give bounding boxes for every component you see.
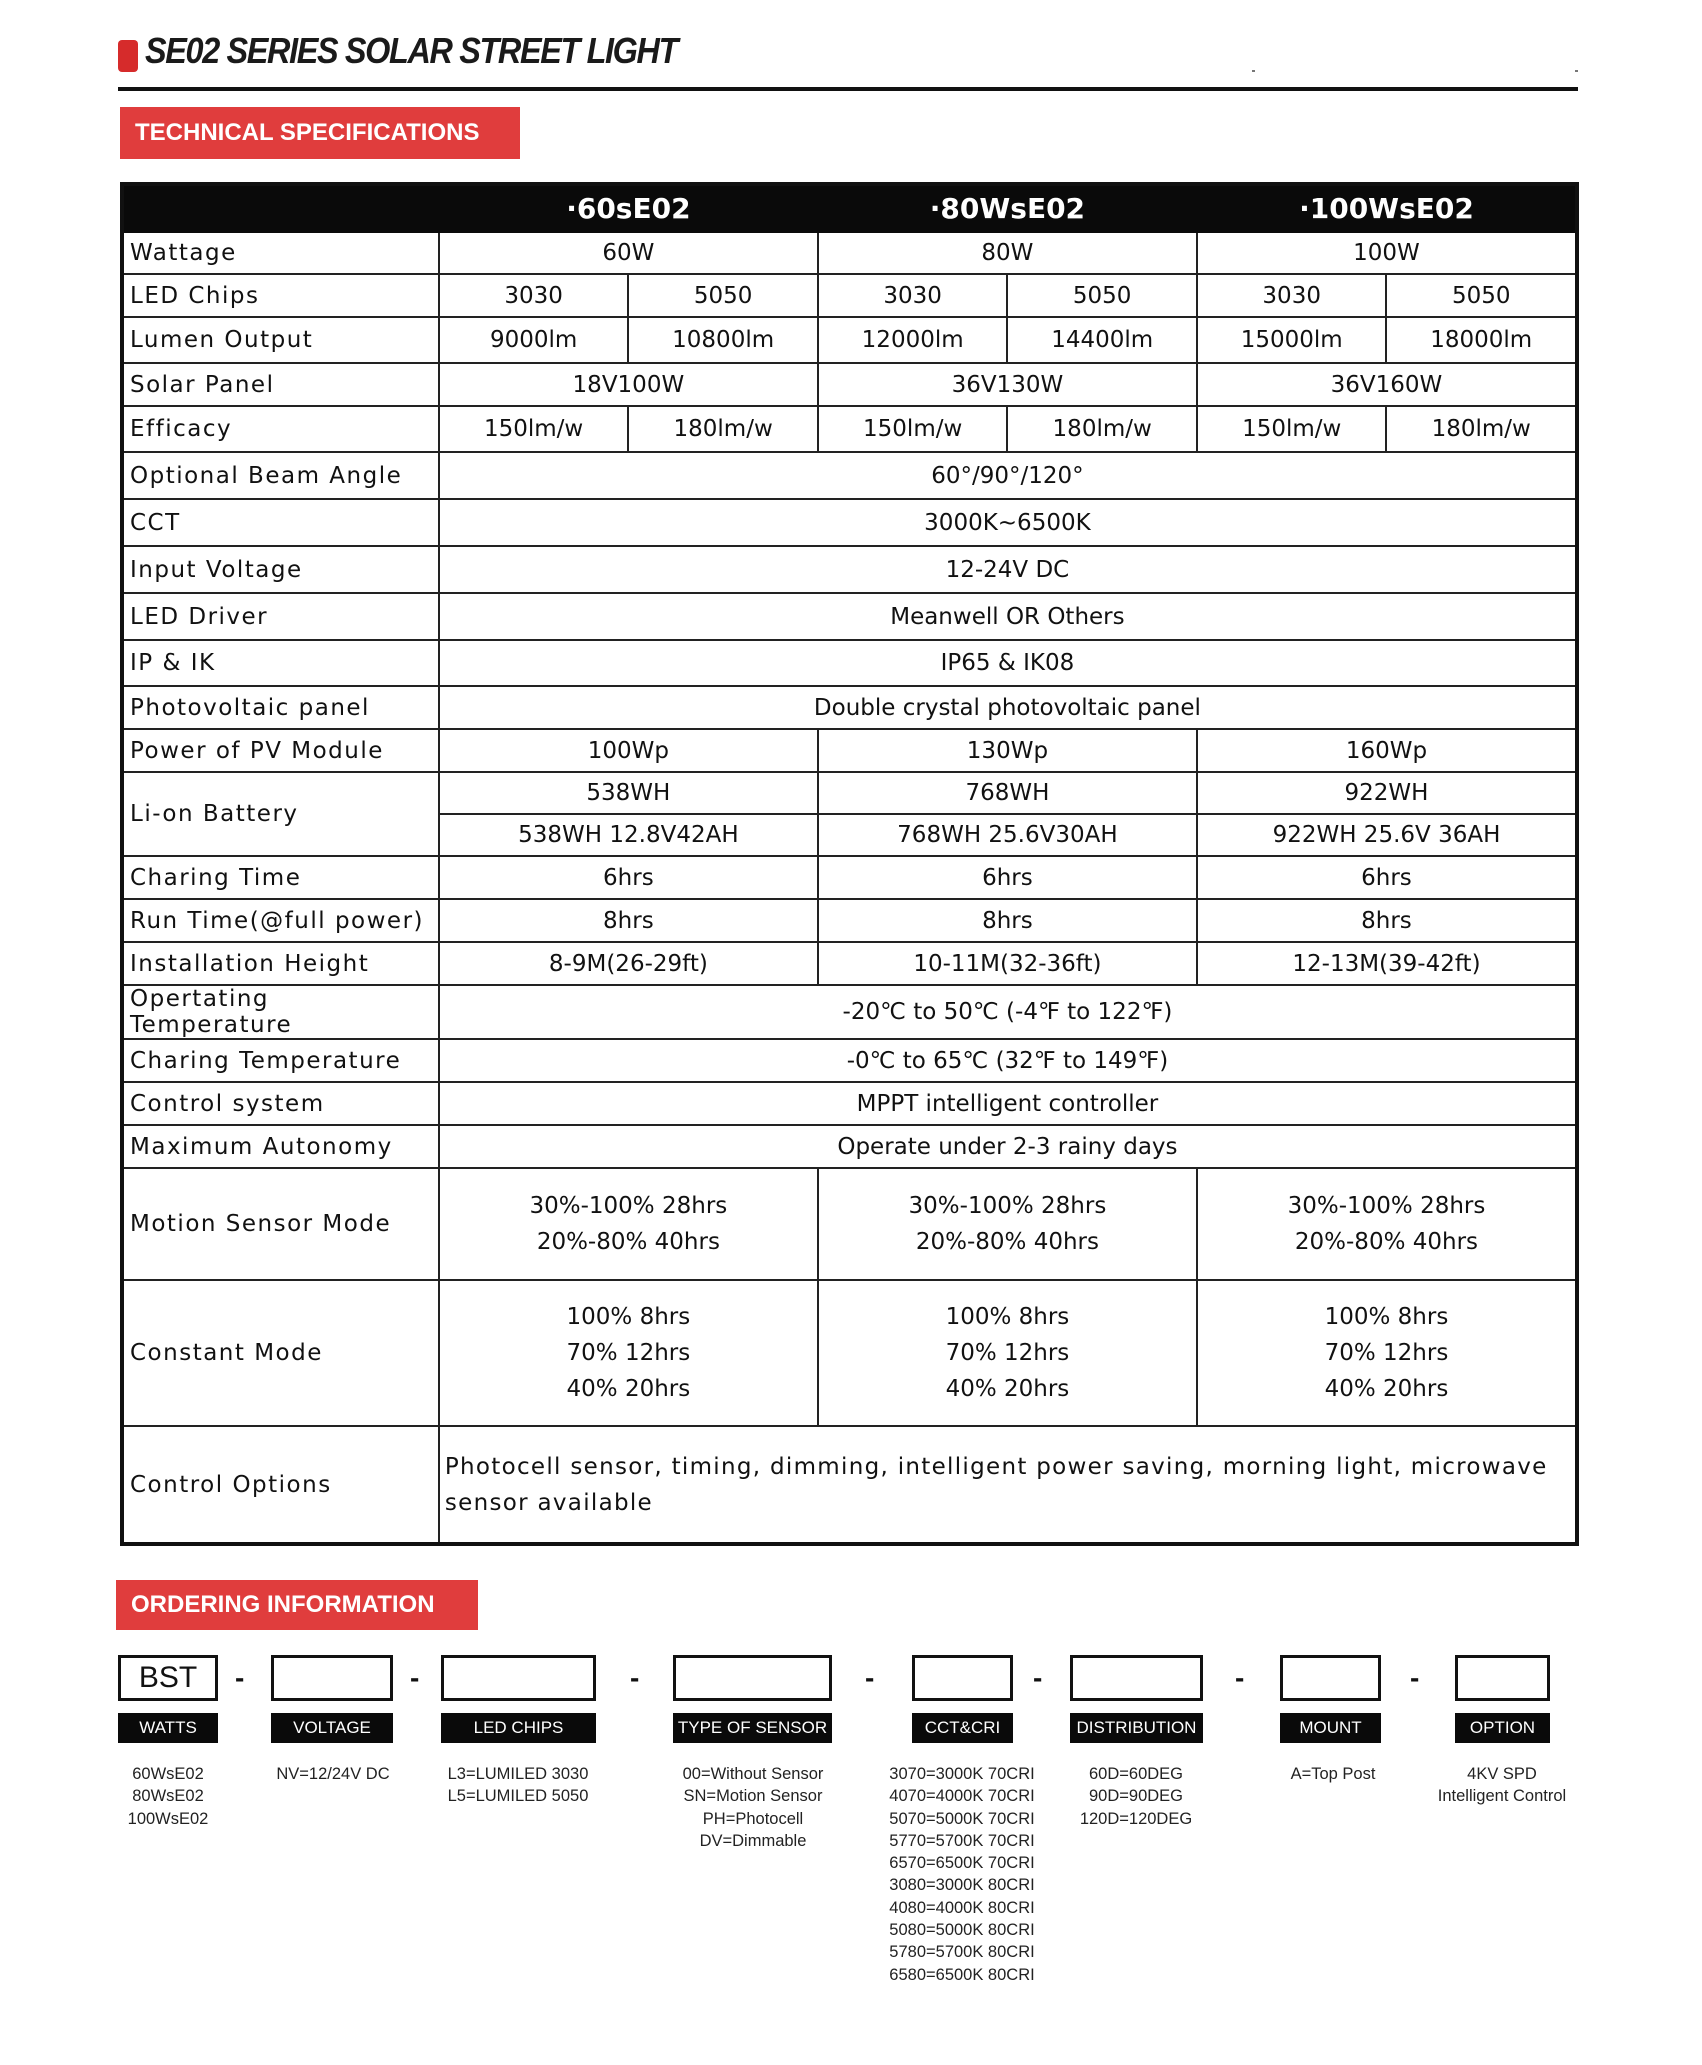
order-desc-sensor bbox=[663, 1763, 843, 1852]
desc-line: Intelligent Control bbox=[1437, 1787, 1567, 1806]
cell: 180lm/w bbox=[1386, 406, 1577, 452]
order-dash: - bbox=[630, 1662, 640, 1693]
cell-line: 100% 8hrs bbox=[1324, 1304, 1449, 1330]
desc-line: SN=Motion Sensor bbox=[683, 1787, 823, 1806]
cell: Operate under 2-3 rainy days bbox=[439, 1125, 1577, 1168]
cell-line: 40% 20hrs bbox=[945, 1376, 1070, 1402]
cell bbox=[439, 1168, 818, 1280]
order-desc-distribution bbox=[1046, 1763, 1226, 1830]
model-header: ·100WsE02 bbox=[1197, 184, 1577, 232]
row-label: Lumen Output bbox=[122, 317, 439, 363]
row-label: Efficacy bbox=[122, 406, 439, 452]
row-label: IP & IK bbox=[122, 640, 439, 686]
desc-line: 3080=3000K 80CRI bbox=[889, 1876, 1035, 1895]
row-label: Solar Panel bbox=[122, 363, 439, 406]
table-row bbox=[122, 686, 1577, 729]
cell: 5050 bbox=[1007, 274, 1197, 317]
row-label: LED Driver bbox=[122, 593, 439, 640]
cell: 5050 bbox=[1386, 274, 1577, 317]
row-label: Installation Height bbox=[122, 942, 439, 985]
cell: 14400lm bbox=[1007, 317, 1197, 363]
table-row bbox=[122, 499, 1577, 546]
order-label: MOUNT bbox=[1280, 1713, 1381, 1743]
header-red-mark bbox=[118, 40, 138, 72]
row-label: Run Time(@full power) bbox=[122, 899, 439, 942]
cell: 150lm/w bbox=[818, 406, 1008, 452]
table-row bbox=[122, 452, 1577, 499]
desc-line: 5080=5000K 80CRI bbox=[889, 1921, 1035, 1940]
table-row bbox=[122, 856, 1577, 899]
order-desc-cct bbox=[872, 1763, 1052, 1986]
cell: IP65 & IK08 bbox=[439, 640, 1577, 686]
cell: 768WH 25.6V30AH bbox=[818, 814, 1197, 856]
desc-line: 3070=3000K 70CRI bbox=[889, 1765, 1035, 1783]
row-label: Charing Time bbox=[122, 856, 439, 899]
cell: 3000K~6500K bbox=[439, 499, 1577, 546]
table-header-row bbox=[122, 184, 1577, 232]
table-row bbox=[122, 985, 1577, 1039]
cell-line: Photocell sensor, timing, dimming, intelligent power saving, morning light, microwave bbox=[444, 1453, 1548, 1480]
cell: 538WH 12.8V42AH bbox=[439, 814, 818, 856]
desc-line: 4KV SPD bbox=[1467, 1765, 1537, 1783]
order-desc-led-chips bbox=[428, 1763, 608, 1808]
row-label: Input Voltage bbox=[122, 546, 439, 593]
table-row bbox=[122, 1280, 1577, 1426]
tech-specs-banner: TECHNICAL SPECIFICATIONS bbox=[120, 107, 520, 159]
order-desc-option bbox=[1412, 1763, 1592, 1808]
desc-line: 5770=5700K 70CRI bbox=[889, 1831, 1035, 1850]
order-label: OPTION bbox=[1455, 1713, 1550, 1743]
cell-line: 70% 12hrs bbox=[1324, 1340, 1449, 1366]
order-desc-watts bbox=[78, 1763, 258, 1830]
order-box-led-chips bbox=[441, 1655, 596, 1701]
order-dash: - bbox=[235, 1662, 245, 1693]
cell: 538WH bbox=[439, 772, 818, 814]
table-row bbox=[122, 1168, 1577, 1280]
row-label: Charing Temperature bbox=[122, 1039, 439, 1082]
desc-line: 6570=6500K 70CRI bbox=[889, 1854, 1035, 1873]
desc-line: L3=LUMILED 3030 bbox=[447, 1765, 589, 1783]
cell: 130Wp bbox=[818, 729, 1197, 772]
cell: 768WH bbox=[818, 772, 1197, 814]
cell bbox=[439, 1426, 1577, 1544]
cell: 15000lm bbox=[1197, 317, 1387, 363]
cell-line: 70% 12hrs bbox=[945, 1340, 1070, 1366]
cell-line: sensor available bbox=[444, 1489, 654, 1516]
cell-line: 20%-80% 40hrs bbox=[1294, 1229, 1479, 1255]
cell: 150lm/w bbox=[439, 406, 629, 452]
cell bbox=[1197, 1280, 1577, 1426]
cell: 100Wp bbox=[439, 729, 818, 772]
table-row bbox=[122, 363, 1577, 406]
row-label: Control system bbox=[122, 1082, 439, 1125]
cell: 180lm/w bbox=[1007, 406, 1197, 452]
order-dash: - bbox=[865, 1662, 875, 1693]
order-dash: - bbox=[410, 1662, 420, 1693]
cell-line: 20%-80% 40hrs bbox=[915, 1229, 1099, 1255]
cell: 12000lm bbox=[818, 317, 1008, 363]
cell-line: 100% 8hrs bbox=[945, 1304, 1070, 1330]
table-row bbox=[122, 317, 1577, 363]
row-label: LED Chips bbox=[122, 274, 439, 317]
cell-line: 20%-80% 40hrs bbox=[536, 1229, 720, 1255]
cell-line: 30%-100% 28hrs bbox=[1287, 1193, 1486, 1219]
spec-table bbox=[120, 182, 1579, 1546]
table-row bbox=[122, 1125, 1577, 1168]
desc-line: 5780=5700K 80CRI bbox=[889, 1943, 1035, 1962]
row-label: Constant Mode bbox=[122, 1280, 439, 1426]
cell: 10800lm bbox=[628, 317, 818, 363]
cell: 180lm/w bbox=[628, 406, 818, 452]
cell: 60°/90°/120° bbox=[439, 452, 1577, 499]
row-label: Power of PV Module bbox=[122, 729, 439, 772]
desc-line: NV=12/24V DC bbox=[276, 1765, 390, 1783]
order-box-voltage bbox=[271, 1655, 393, 1701]
row-label: Wattage bbox=[122, 232, 439, 274]
desc-line: 90D=90DEG bbox=[1088, 1787, 1183, 1806]
header-dot bbox=[1575, 70, 1578, 72]
cell bbox=[439, 1280, 818, 1426]
order-label: WATTS bbox=[118, 1713, 218, 1743]
order-box-cct bbox=[912, 1655, 1013, 1701]
cell: 12-24V DC bbox=[439, 546, 1577, 593]
cell: 9000lm bbox=[439, 317, 629, 363]
desc-line: A=Top Post bbox=[1290, 1765, 1376, 1783]
desc-line: 5070=5000K 70CRI bbox=[889, 1809, 1035, 1828]
table-row bbox=[122, 640, 1577, 686]
table-row bbox=[122, 899, 1577, 942]
ordering-banner: ORDERING INFORMATION bbox=[116, 1580, 478, 1630]
cell: 6hrs bbox=[818, 856, 1197, 899]
desc-line: 4080=4000K 80CRI bbox=[889, 1898, 1035, 1917]
cell: 80W bbox=[818, 232, 1197, 274]
row-label: Opertating Temperature bbox=[122, 985, 439, 1039]
cell: 8hrs bbox=[818, 899, 1197, 942]
cell: 36V130W bbox=[818, 363, 1197, 406]
order-dash: - bbox=[1235, 1662, 1245, 1693]
cell: 18V100W bbox=[439, 363, 818, 406]
order-label: CCT&CRI bbox=[912, 1713, 1013, 1743]
model-header: ·60sE02 bbox=[439, 184, 818, 232]
table-row bbox=[122, 274, 1577, 317]
desc-line: 6580=6500K 80CRI bbox=[889, 1965, 1035, 1984]
cell: 6hrs bbox=[439, 856, 818, 899]
desc-line: 60WsE02 bbox=[132, 1765, 204, 1783]
header-empty-cell bbox=[122, 184, 439, 232]
row-label: Maximum Autonomy bbox=[122, 1125, 439, 1168]
cell: 8hrs bbox=[1197, 899, 1577, 942]
row-label: CCT bbox=[122, 499, 439, 546]
order-label: TYPE OF SENSOR bbox=[673, 1713, 832, 1743]
row-label: Li-on Battery bbox=[122, 772, 439, 856]
table-row bbox=[122, 1082, 1577, 1125]
table-row bbox=[122, 942, 1577, 985]
desc-line: 00=Without Sensor bbox=[682, 1765, 824, 1783]
desc-line: PH=Photocell bbox=[702, 1809, 804, 1828]
cell: 922WH 25.6V 36AH bbox=[1197, 814, 1577, 856]
row-label: Photovoltaic panel bbox=[122, 686, 439, 729]
cell-line: 70% 12hrs bbox=[566, 1340, 691, 1366]
cell: -0℃ to 65℃ (32℉ to 149℉) bbox=[439, 1039, 1577, 1082]
order-box-sensor bbox=[673, 1655, 832, 1701]
order-label: DISTRIBUTION bbox=[1070, 1713, 1203, 1743]
order-desc-voltage bbox=[243, 1763, 423, 1785]
model-header: ·80WsE02 bbox=[818, 184, 1197, 232]
cell: 100W bbox=[1197, 232, 1577, 274]
cell: 8hrs bbox=[439, 899, 818, 942]
desc-line: 4070=4000K 70CRI bbox=[889, 1787, 1035, 1806]
order-desc-mount bbox=[1243, 1763, 1423, 1785]
row-label: Motion Sensor Mode bbox=[122, 1168, 439, 1280]
table-row bbox=[122, 1039, 1577, 1082]
table-row bbox=[122, 232, 1577, 274]
row-label: Optional Beam Angle bbox=[122, 452, 439, 499]
header-dot bbox=[1252, 70, 1255, 72]
desc-line: L5=LUMILED 5050 bbox=[447, 1787, 589, 1806]
order-label: LED CHIPS bbox=[441, 1713, 596, 1743]
order-box-mount bbox=[1280, 1655, 1381, 1701]
cell: 6hrs bbox=[1197, 856, 1577, 899]
cell-line: 40% 20hrs bbox=[566, 1376, 691, 1402]
order-label: VOLTAGE bbox=[271, 1713, 393, 1743]
cell bbox=[1197, 1168, 1577, 1280]
cell: Meanwell OR Others bbox=[439, 593, 1577, 640]
table-row bbox=[122, 729, 1577, 772]
order-box-distribution bbox=[1070, 1655, 1203, 1701]
cell: 3030 bbox=[818, 274, 1008, 317]
cell: 36V160W bbox=[1197, 363, 1577, 406]
cell: 160Wp bbox=[1197, 729, 1577, 772]
table-row bbox=[122, 772, 1577, 814]
cell: 10-11M(32-36ft) bbox=[818, 942, 1197, 985]
cell: 5050 bbox=[628, 274, 818, 317]
page-title: SE02 SERIES SOLAR STREET LIGHT bbox=[145, 30, 678, 71]
cell: 3030 bbox=[439, 274, 629, 317]
desc-line: DV=Dimmable bbox=[699, 1831, 807, 1850]
table-row bbox=[122, 546, 1577, 593]
order-box-watts: BST bbox=[118, 1655, 218, 1701]
cell-line: 30%-100% 28hrs bbox=[529, 1193, 728, 1219]
header-rule bbox=[118, 87, 1578, 91]
cell: 60W bbox=[439, 232, 818, 274]
cell-line: 100% 8hrs bbox=[566, 1304, 691, 1330]
cell: MPPT intelligent controller bbox=[439, 1082, 1577, 1125]
cell bbox=[818, 1168, 1197, 1280]
cell: 18000lm bbox=[1386, 317, 1577, 363]
cell: Double crystal photovoltaic panel bbox=[439, 686, 1577, 729]
cell: 3030 bbox=[1197, 274, 1387, 317]
table-row bbox=[122, 406, 1577, 452]
cell-line: 30%-100% 28hrs bbox=[908, 1193, 1107, 1219]
order-dash: - bbox=[1410, 1662, 1420, 1693]
cell: 12-13M(39-42ft) bbox=[1197, 942, 1577, 985]
cell: 150lm/w bbox=[1197, 406, 1387, 452]
desc-line: 80WsE02 bbox=[132, 1787, 204, 1806]
cell: 922WH bbox=[1197, 772, 1577, 814]
table-row bbox=[122, 593, 1577, 640]
order-dash: - bbox=[1033, 1662, 1043, 1693]
order-box-option bbox=[1455, 1655, 1550, 1701]
cell bbox=[818, 1280, 1197, 1426]
desc-line: 100WsE02 bbox=[127, 1809, 209, 1828]
cell-line: 40% 20hrs bbox=[1324, 1376, 1449, 1402]
desc-line: 60D=60DEG bbox=[1088, 1765, 1183, 1783]
desc-line: 120D=120DEG bbox=[1079, 1809, 1193, 1828]
cell: 8-9M(26-29ft) bbox=[439, 942, 818, 985]
table-row bbox=[122, 1426, 1577, 1544]
cell: -20℃ to 50℃ (-4℉ to 122℉) bbox=[439, 985, 1577, 1039]
row-label: Control Options bbox=[122, 1426, 439, 1544]
